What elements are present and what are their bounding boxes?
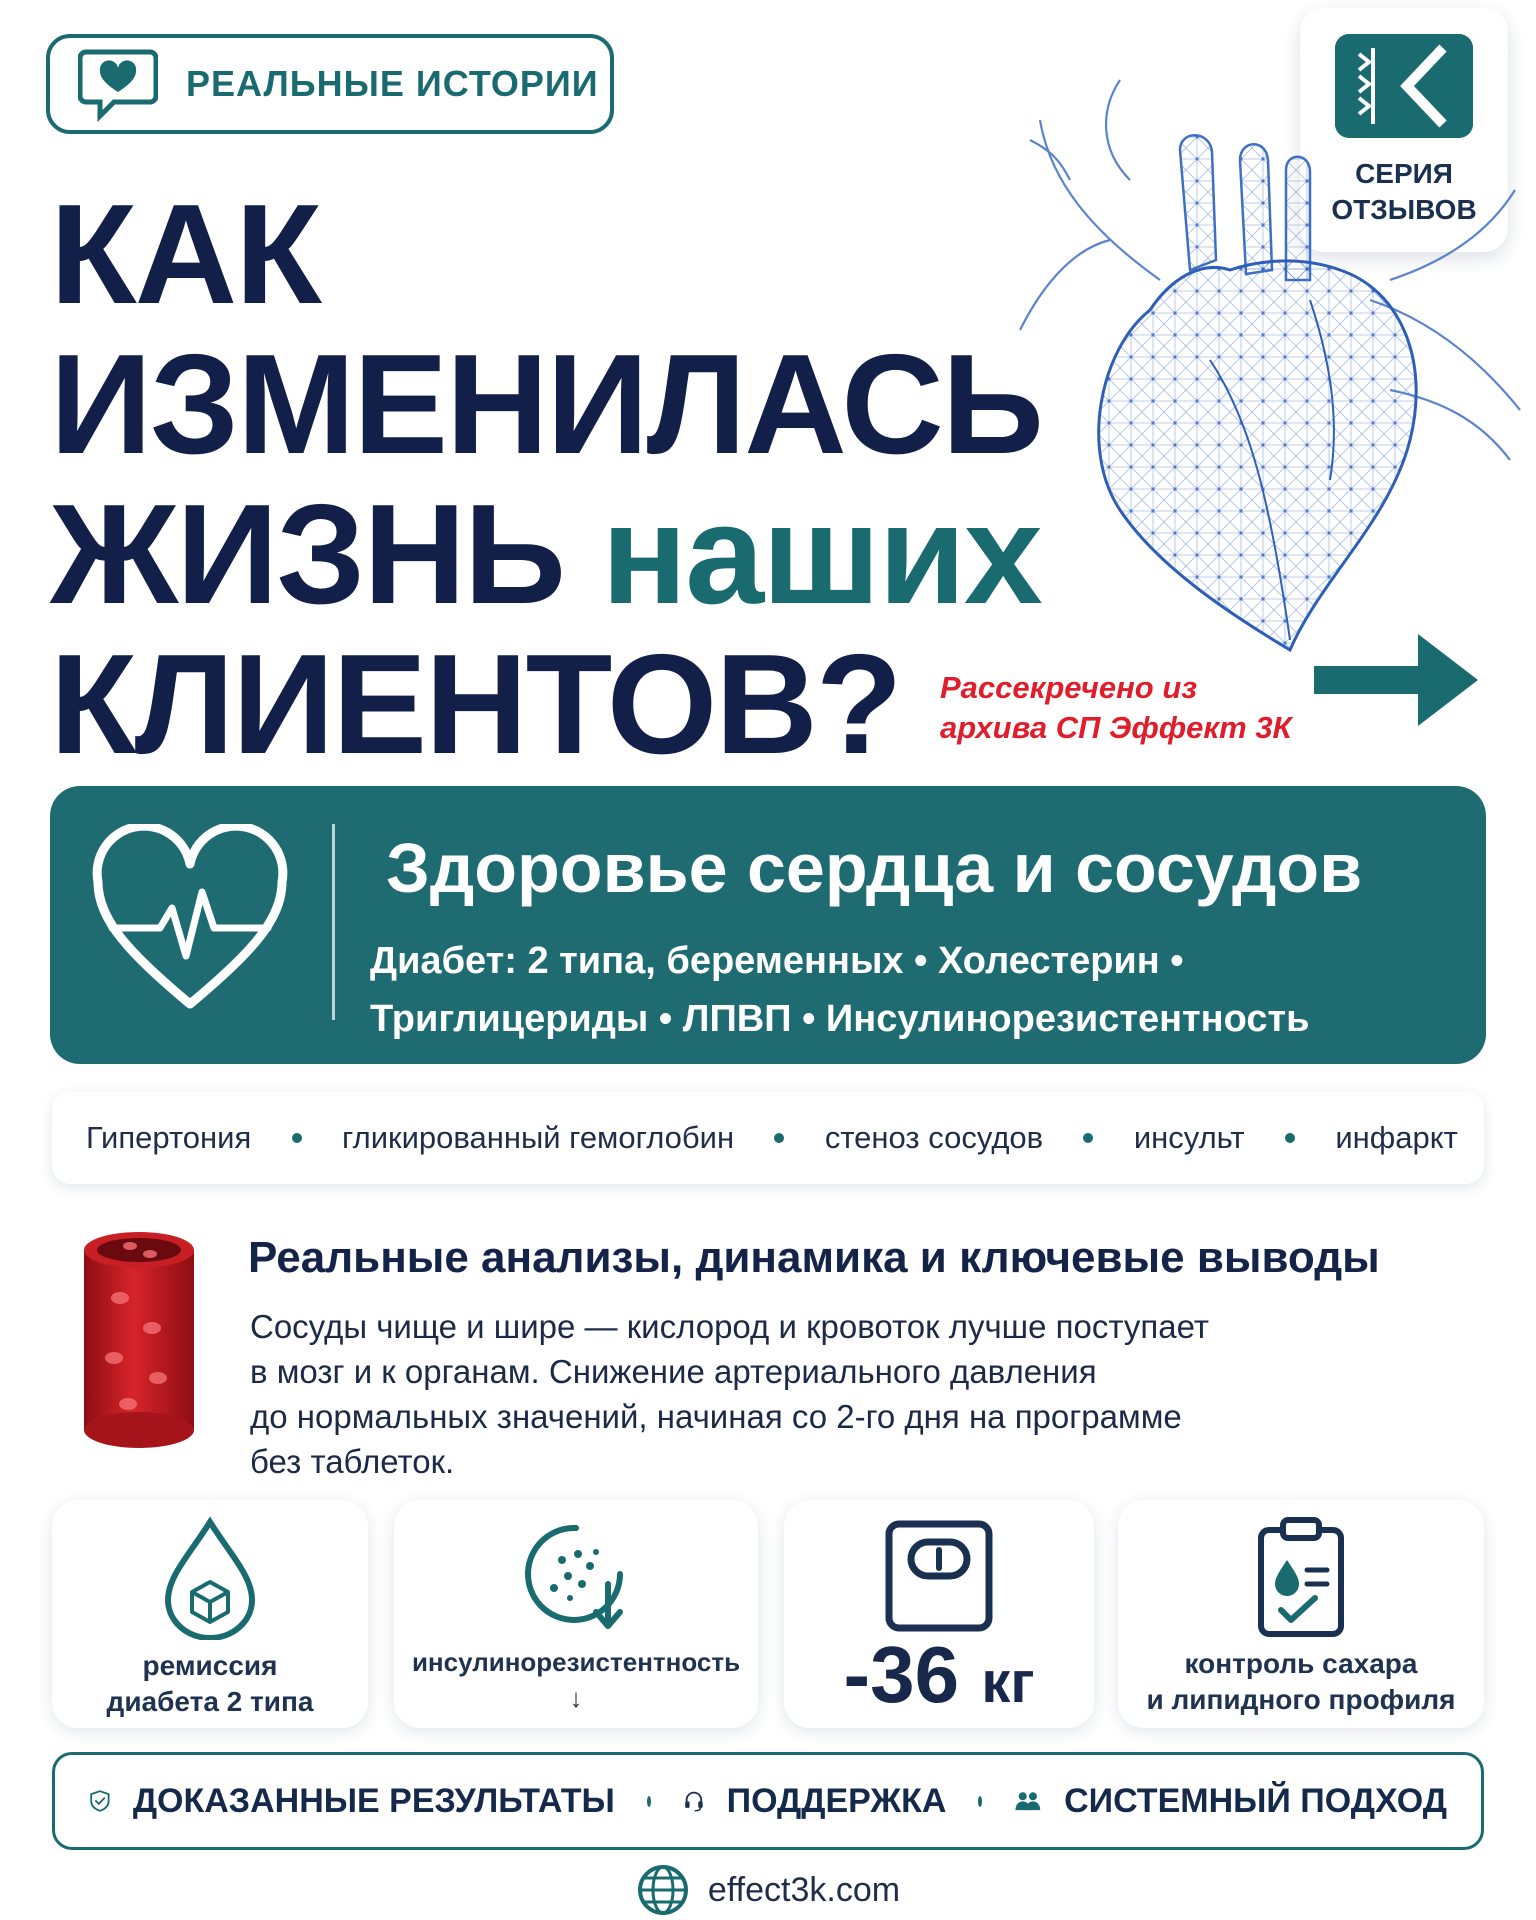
tag-separator — [774, 1133, 784, 1143]
title-word-life: ЖИЗНЬ — [50, 475, 564, 634]
title-line-4: КЛИЕНТОВ? — [50, 625, 901, 784]
feature-systemic-approach: СИСТЕМНЫЙ ПОДХОД — [1064, 1781, 1447, 1820]
badge-label: РЕАЛЬНЫЕ ИСТОРИИ — [186, 63, 599, 104]
banner-subtitle: Диабет: 2 типа, беременных • Холестерин • Триглицериды • ЛПВП • Инсулинорезистентность — [370, 940, 1310, 1040]
card-label: инсулинорезистентность ↓ — [411, 1647, 741, 1713]
shield-check-icon — [89, 1770, 111, 1832]
feature-support: ПОДДЕРЖКА — [726, 1781, 947, 1820]
card-label: контроль сахара и липидного профиля — [1146, 1648, 1456, 1715]
clipboard-icon — [1241, 1514, 1361, 1640]
tag-stenosis: стеноз сосудов — [824, 1120, 1044, 1155]
title-line-1: КАК — [50, 175, 320, 334]
heart-chat-icon — [78, 46, 158, 122]
analysis-title: Реальные анализы, динамика и ключевые выводы — [248, 1233, 1380, 1282]
blood-vessel-icon — [80, 1228, 198, 1450]
tag-separator — [1083, 1133, 1093, 1143]
heart-pulse-icon — [90, 824, 290, 1020]
scale-icon — [879, 1514, 999, 1640]
tag-stroke: инсульт — [1133, 1120, 1245, 1155]
real-stories-badge — [46, 34, 614, 134]
drop-cube-icon — [150, 1514, 270, 1640]
card-sugar-control — [1118, 1500, 1484, 1728]
circle-arrow-down-icon — [516, 1514, 636, 1640]
arrow-right-icon — [1314, 634, 1478, 726]
banner-title: Здоровье сердца и сосудов — [386, 829, 1363, 907]
card-insulin-resistance — [394, 1500, 758, 1728]
tag-hba1c: гликированный гемоглобин — [341, 1120, 735, 1155]
tag-infarction: инфаркт — [1335, 1120, 1458, 1155]
features-bar — [52, 1752, 1484, 1850]
globe-icon — [636, 1863, 690, 1917]
banner-divider — [332, 824, 335, 1020]
heart-anatomy-icon — [1010, 60, 1530, 660]
weight-value — [784, 1630, 1094, 1728]
feature-separator — [978, 1796, 982, 1807]
card-weight-loss — [784, 1500, 1094, 1728]
analysis-text: Сосуды чище и шире — кислород и кровоток лучше поступает в мозг и к органам. Снижение артериального давления до нормальных значений, начиная со 2-го дня на программе без таблеток. — [250, 1308, 1209, 1480]
tag-separator — [292, 1133, 302, 1143]
series-label: СЕРИЯ ОТЗЫВОВ — [1331, 158, 1477, 225]
title-word-our: наших — [601, 475, 1041, 634]
heart-health-banner — [50, 786, 1486, 1064]
page-title — [50, 175, 1050, 784]
title-line-2: ИЗМЕНИЛАСЬ — [50, 325, 1042, 484]
weight-number: -36 — [843, 1630, 960, 1719]
title-line-3 — [50, 475, 1050, 634]
feature-proven-results: ДОКАЗАННЫЕ РЕЗУЛЬТАТЫ — [132, 1781, 615, 1820]
card-diabetes-remission — [52, 1500, 368, 1728]
headset-icon — [683, 1770, 705, 1832]
tag-separator — [1285, 1133, 1295, 1143]
declassified-note: Рассекречено из архива СП Эффект 3К — [940, 670, 1292, 745]
condition-tags — [52, 1092, 1484, 1184]
people-icon — [1014, 1770, 1042, 1832]
card-label: ремиссия диабета 2 типа — [106, 1650, 314, 1717]
site-link[interactable]: effect3k.com — [707, 1870, 901, 1909]
weight-unit: кг — [981, 1650, 1035, 1715]
site-footer — [0, 1862, 1536, 1918]
tag-hypertension: Гипертония — [86, 1120, 252, 1155]
feature-separator — [647, 1796, 651, 1807]
